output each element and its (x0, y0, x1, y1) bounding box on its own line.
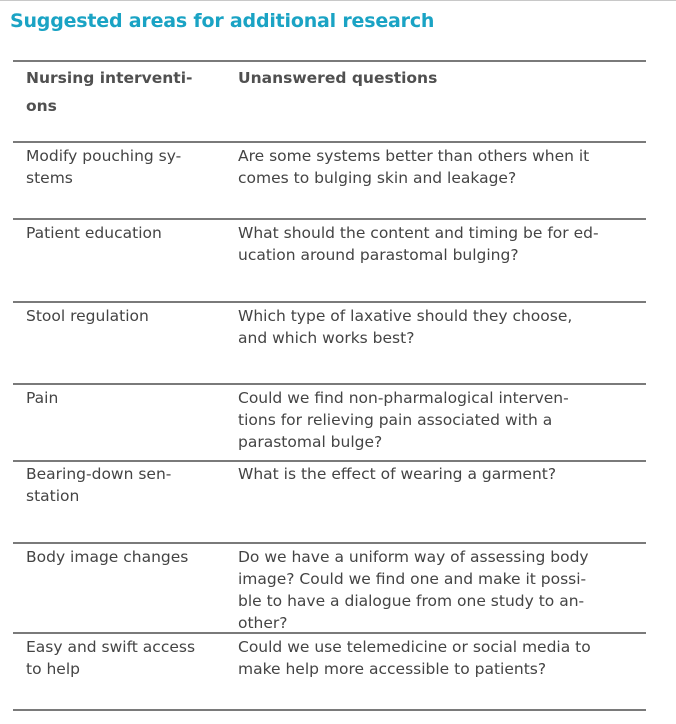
table-header-row (13, 60, 646, 144)
question-cell (238, 387, 643, 453)
question-line: and which works best? (238, 329, 415, 347)
question-line: ucation around parastomal bulging? (238, 246, 519, 264)
table-row (13, 542, 646, 632)
question-line: Could we find non-pharmalogical interven- (238, 389, 569, 407)
intervention-cell (26, 636, 226, 680)
question-line: tions for relieving pain associated with a (238, 411, 553, 429)
table-row (13, 632, 646, 678)
intervention-cell (26, 305, 226, 327)
question-cell (238, 463, 643, 485)
table-row (13, 218, 646, 264)
question-cell (238, 305, 643, 349)
intervention-line: Easy and swift access (26, 638, 196, 656)
header-nursing-interventions-line: ons (26, 97, 57, 115)
question-line: parastomal bulge? (238, 433, 383, 451)
question-line: What should the content and timing be for ed- (238, 224, 599, 242)
question-line: What is the effect of wearing a garment? (238, 465, 557, 483)
intervention-line: Pain (26, 389, 59, 407)
question-line: Are some systems better than others when it (238, 147, 590, 165)
header-unanswered-questions-line: Unanswered questions (238, 69, 438, 87)
intervention-line: Stool regulation (26, 307, 149, 325)
intervention-line: Modify pouching sy- (26, 147, 182, 165)
header-nursing-interventions (26, 62, 226, 120)
question-line: make help more accessible to patients? (238, 660, 547, 678)
intervention-cell (26, 546, 226, 568)
intervention-cell (26, 463, 226, 507)
intervention-line: Body image changes (26, 548, 189, 566)
question-cell (238, 222, 643, 266)
header-nursing-interventions-line: Nursing interventi- (26, 69, 193, 87)
page-title: Suggested areas for additional research (10, 10, 435, 32)
intervention-line: to help (26, 660, 80, 678)
intervention-line: station (26, 487, 80, 505)
header-unanswered-questions (238, 62, 643, 92)
question-line: ble to have a dialogue from one study to an- (238, 592, 585, 610)
intervention-cell (26, 145, 226, 189)
question-line: comes to bulging skin and leakage? (238, 169, 517, 187)
question-line: Which type of laxative should they choose, (238, 307, 573, 325)
intervention-cell (26, 222, 226, 244)
table-row (13, 141, 646, 187)
table-row (13, 301, 646, 347)
question-line: Do we have a uniform way of assessing body (238, 548, 589, 566)
question-cell (238, 636, 643, 680)
intervention-cell (26, 387, 226, 409)
question-line: Could we use telemedicine or social media to (238, 638, 591, 656)
table-row (13, 460, 646, 505)
question-line: image? Could we find one and make it possi- (238, 570, 587, 588)
table-row (13, 383, 646, 451)
intervention-line: Patient education (26, 224, 162, 242)
intervention-line: Bearing-down sen- (26, 465, 172, 483)
question-line: other? (238, 614, 288, 632)
question-cell (238, 145, 643, 189)
question-cell (238, 546, 643, 634)
top-divider (0, 0, 676, 1)
intervention-line: stems (26, 169, 73, 187)
table-bottom-rule (13, 709, 646, 711)
